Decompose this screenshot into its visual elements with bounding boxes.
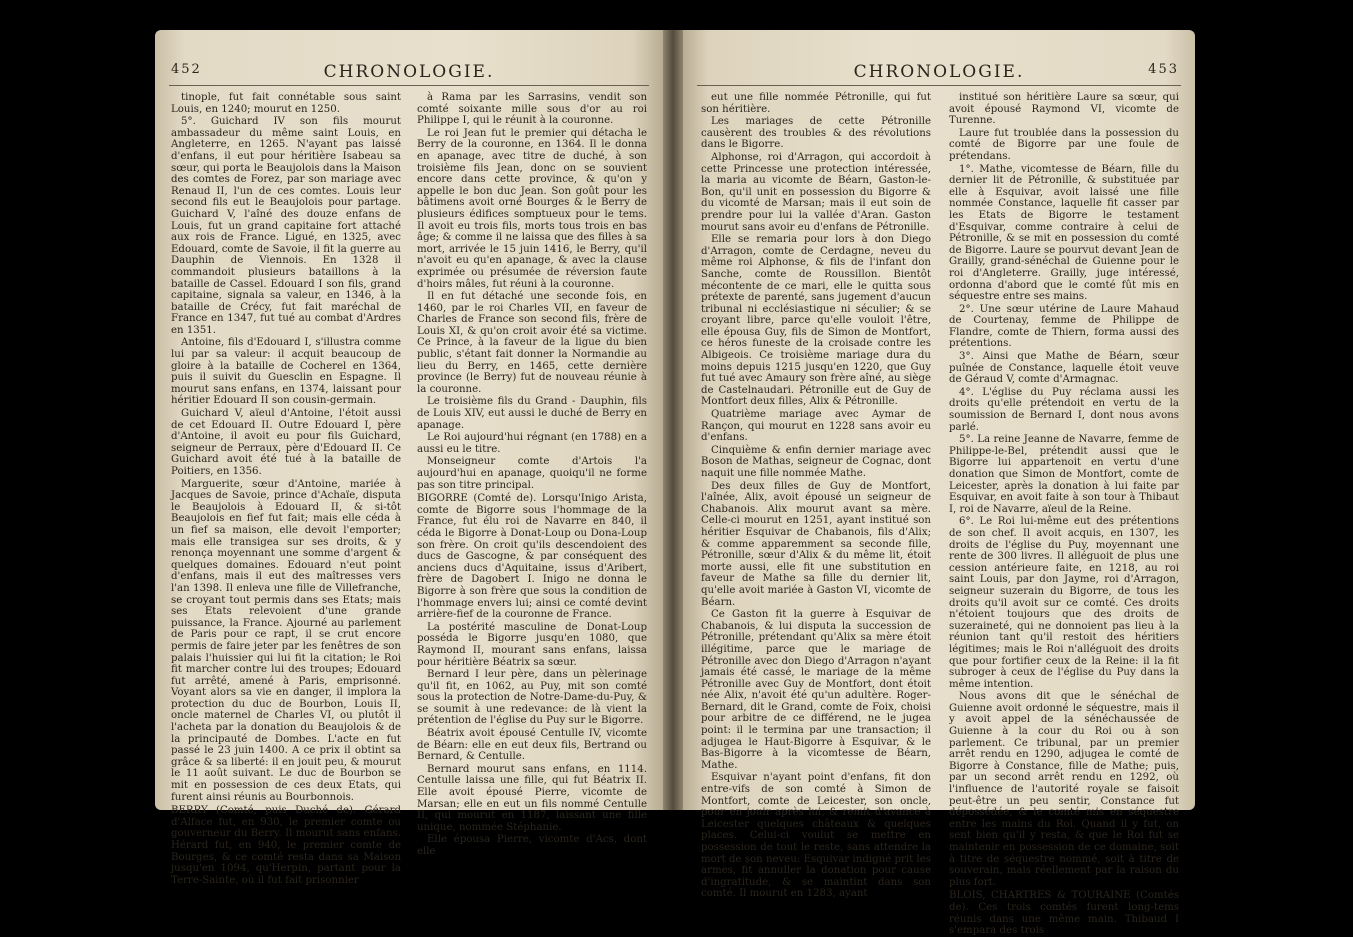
left-page — [155, 30, 663, 886]
paragraph: Les mariages de cette Pétronille causèrent des troubles & des révolutions dans le Bigorre. — [701, 116, 931, 151]
paragraph: 5°. Guichard IV son fils mourut ambassadeur du même saint Louis, en Angleterre, en 1265. N'ayant pas laissé d'enfans, il eut pour héritière Isabeau sa sœur, qui porta le Beaujolois dans la Maison des comtes de Forez, par son mariage avec Renaud II, l'un de ces comtes. Louis leur second fils eut le Beaujolois pour partage. Guichard V, l'aîné des douze enfans de Louis, fut un grand capitaine fort attaché aux rois de France. Ligué, en 1325, avec Edouard, comte de Savoie, il fit la guerre au Dauphin de Viennois. En 1328 il commandoit plusieurs bataillons à la bataille de Cassel. Edouard I son fils, grand capitaine, signala sa valeur, en 1346, à la bataille de Crécy, fut fait maréchal de France en 1347, fut tué au combat d'Ardres en 1351. — [171, 116, 401, 336]
right-column-2 — [949, 92, 1180, 937]
paragraph: institué son héritière Laure sa sœur, qui avoit épousé Raymond VI, vicomte de Turenne. — [949, 92, 1179, 127]
right-page-number: 453 — [1148, 62, 1179, 77]
paragraph: Cinquième & enfin dernier mariage avec Boson de Mathas, seigneur de Cognac, dont naquit une fille nommée Mathe. — [701, 444, 931, 479]
entry-bigorre: BIGORRE (Comté de). Lorsqu'Inigo Arista, comte de Bigorre sous l'hommage de la France, fut élu roi de Navarre en 840, il céda le Bigorre à Donat-Loup ou Dona-Loup son frère. On croit qu'ils descendoient des ducs de Gascogne, & par conséquent des anciens ducs d'Aquitaine, issus d'Aribert, frère de Dagobert I. Inigo ne donna le Bigorre à son frère que sous la condition de l'hommage envers lui; ainsi ce comté devint arrière-fief de la couronne de France. — [417, 493, 647, 621]
right-header-rule — [697, 85, 1181, 86]
book-gutter — [663, 30, 683, 810]
paragraph: Alphonse, roi d'Arragon, qui accordoit à cette Princesse une protection intéressée, la maria au vicomte de Béarn, Gaston-le-Bon, qu'il unit en possession du Bigorre & du vicomté de Marsan; mais il eut soin de prendre pour lui la vallée d'Aran. Gaston mourut sans avoir eu d'enfans de Pétronille. — [701, 151, 931, 233]
paragraph: Le troisième fils du Grand - Dauphin, fils de Louis XIV, eut aussi le duché de Berry en apanage. — [417, 396, 647, 431]
left-running-head: CHRONOLOGIE. — [323, 62, 495, 82]
paragraph: Quatrième mariage avec Aymar de Rançon, qui mourut en 1228 sans avoir eu d'enfans. — [701, 409, 931, 444]
paragraph: Des deux filles de Guy de Montfort, l'aînée, Alix, avoit épousé un seigneur de Chabanois. Alix mourut avant sa mère. Celle-ci mourut en 1251, ayant institué son héritier Esquivar de Chabanois, fils d'Alix; & comme apparemment sa seconde fille, Pétronille, sœur d'Alix & du même lit, étoit morte aussi, elle fit une substitution en faveur de Mathe sa fille du dernier lit, qu'elle avoit mariée à Gaston VI, vicomte de Béarn. — [701, 480, 931, 608]
paragraph: 1°. Mathe, vicomtesse de Béarn, fille du dernier lit de Pétronille, & substituée par elle à Esquivar, avoit laissé une fille nommée Constance, laquelle fit casser par les Etats de Bigorre le testament d'Esquivar, comme contraire à celui de Pétronille, & se mit en possession du comté de Bigorre. Laure se pourvut devant Jean de Grailly, grand-sénéchal de Guienne pour le roi d'Angleterre. Grailly, juge intéressé, ordonna d'abord que le comté fût mis en séquestre entre ses mains. — [949, 163, 1180, 303]
paragraph: Bernard I leur père, dans un pèlerinage qu'il fit, en 1062, au Puy, mit son comté sous la protection de Notre-Dame-du-Puy, & se soumit à une redevance: de là vient la prétention de l'église du Puy sur le Bigorre. — [417, 669, 647, 727]
paragraph: 5°. La reine Jeanne de Navarre, femme de Philippe-le-Bel, prétendit aussi que le Bigorre lui appartenoit en vertu d'une donation que Simon de Montfort, comte de Leicester, après la donation à lui faite par Esquivar, en avoit faite à son tour à Thibaut I, roi de Navarre, aïeul de la Reine. — [949, 434, 1179, 515]
paragraph: Le Roi aujourd'hui régnant (en 1788) en a aussi eu le titre. — [417, 432, 647, 455]
paragraph: Béatrix avoit épousé Centulle IV, vicomte de Béarn: elle en eut deux fils, Bertrand ou Bernard, & Centulle. — [417, 728, 647, 763]
paragraph: Le roi Jean fut le premier qui détacha le Berry de la couronne, en 1364. Il le donna en apanage, avec titre de duché, à son troisième fils Jean, donc on se souvient encore dans cette province, & qu'on y appelle le bon duc Jean. Son goût pour les bâtimens avoit orné Bourges & le Berry de plusieurs édifices somptueux pour le tems. Il avoit eu trois fils, morts tous trois en bas âge; & comme il ne laissa que des filles à sa mort, arrivée le 15 juin 1416, le Berry, qu'il n'avoit eu qu'en apanage, & avec la clause exprimée ou présumée de réversion faute d'hoirs mâles, fut réuni à la couronne. — [417, 127, 647, 290]
paragraph: 2°. Une sœur utérine de Laure Mahaud de Courtenay, femme de Philippe de Flandre, comte de Thiern, forma aussi des prétentions. — [949, 303, 1179, 350]
right-page — [683, 30, 1195, 937]
left-column-1 — [171, 92, 401, 886]
paragraph: Ce Gaston fit la guerre à Esquivar de Chabanois, & lui disputa la succession de Pétronille, prétendant qu'Alix sa mère étoit illégitime, parce que le mariage de Pétronille avec don Diego d'Arragon n'ayant jamais été cassé, le mariage de la même Pétronille avec Guy de Montfort, dont étoit née Alix, n'avoit été qu'un adultère. Roger-Bernard, dit le Grand, comte de Foix, choisi pour arbitre de ce différend, ne le jugea point: il le termina par une transaction; il adjugea le Haut-Bigorre à Esquivar, & le Bas-Bigorre à la vicomtesse de Béarn, Mathe. — [701, 609, 931, 771]
paragraph: Elle se remaria pour lors à don Diego d'Arragon, comte de Cerdagne, neveu du même roi Alphonse, & fils de l'infant don Sanche, comte de Roussillon. Bientôt mécontente de ce mari, elle le quitta sous prétexte de parenté, sans jugement d'aucun tribunal ni ecclésiastique ni séculier; & se croyant libre, parce qu'elle vouloit l'être, elle épousa Guy, fils de Simon de Montfort, ce héros funeste de la croisade contre les Albigeois. Ce troisième mariage dura du moins depuis 1215 jusqu'en 1220, que Guy fut tué avec Amaury son frère aîné, au siège de Castelnaudari. Pétronille eut de Guy de Montfort deux filles, Alix & Pétronille. — [701, 234, 931, 408]
left-header-rule — [169, 85, 649, 86]
right-column-1 — [701, 92, 931, 900]
right-running-head: CHRONOLOGIE. — [853, 62, 1025, 82]
paragraph: eut une fille nommée Pétronille, qui fut son héritière. — [701, 92, 931, 115]
entry-blois-chartres-touraine: BLOIS, CHARTRES & TOURAINE (Comtés de). Ces trois comtés furent long-tems réunis dans une même main. Thibaud I s'empara des trois — [949, 890, 1179, 937]
paragraph: 3°. Ainsi que Mathe de Béarn, sœur puînée de Constance, laquelle étoit veuve de Géraud V, comte d'Armagnac. — [949, 351, 1179, 386]
paragraph: Il en fut détaché une seconde fois, en 1460, par le roi Charles VII, en faveur de Charles de France son second fils, frère de Louis XI, & qu'on croit avoir été sa victime. Ce Prince, à la faveur de la ligue du bien public, s'étant fait donner la Normandie au lieu du Berry, en 1465, cette dernière province (le Berry) fut de nouveau réunie à la couronne. — [417, 291, 647, 395]
paragraph: Laure fut troublée dans la possession du comté de Bigorre par une foule de prétendans. — [949, 127, 1179, 162]
paragraph: Monseigneur comte d'Artois l'a aujourd'hui en apanage, quoiqu'il ne forme pas son titre principal. — [417, 456, 647, 491]
paragraph: Marguerite, sœur d'Antoine, mariée à Jacques de Savoie, prince d'Achaïe, disputa le Beaujolois à Edouard II, & si-tôt Beaujolois en fief fut fait; mais elle céda à un fief sa maison, elle devoit l'emporter; mais elle transigea sur ses droits, & y renonça moyennant une somme d'argent & quelques domaines. Edouard n'eut point d'enfans, mais il eut des maîtresses vers l'an 1398. Il enleva une fille de Villefranche, se croyant tout permis dans ses Etats; mais ses Etats relevoient d'une grande puissance, la France. Ajourné au parlement de Paris pour ce rapt, il se crut encore permis de faire jeter par les fenêtres de son palais l'huissier qui lui fit la citation; le Roi fit marcher contre lui des troupes; Edouard fut arrêté, amené à Paris, emprisonné. Voyant alors sa vie en danger, il implora la protection du duc de Bourbon, Louis II, oncle maternel de Charles VI, ou plutôt il l'acheta par la donation du Beaujolois & de la principauté de Dombes. L'acte en fut passé le 23 juin 1400. A ce prix il obtint sa grâce & sa liberté: il en jouit peu, & mourut le 11 août suivant. Le duc de Bourbon se mit en possession de ces deux Etats, qui furent ainsi réunis au Bourbonnois. — [171, 478, 401, 803]
left-page-header — [155, 62, 663, 84]
paragraph: Nous avons dit que le sénéchal de Guienne avoit ordonné le séquestre, mais il y avoit appel de la sénéchaussée de Guienne à la cour du Roi ou à son parlement. Ce tribunal, par un premier arrêt rendu en 1290, adjugea le comté de Bigorre à Constance, fille de Mathe; puis, par un second arrêt rendu en 1292, où l'influence de l'autorité royale se faisoit peut-être un peu sentir, Constance fut dépossédée, & le comté mis en séquestre entre les mains du Roi. Quand il y fut, on sent bien qu'il y resta, & que le Roi fut se maintenir en possession de ce domaine, soit à titre de séquestre nommé, soit à titre de souverain, mais réellement par la raison du plus fort. — [949, 691, 1179, 888]
paragraph: à Rama par les Sarrasins, vendit son comté soixante mille sous d'or au roi Philippe I, qui le réunit à la couronne. — [417, 92, 647, 127]
left-page-number: 452 — [171, 62, 202, 77]
paragraph: La postérité masculine de Donat-Loup posséda le Bigorre jusqu'en 1080, que Raymond II, mourant sans enfans, laissa pour héritière Béatrix sa sœur. — [417, 621, 647, 668]
paragraph: tinople, fut fait connétable sous saint Louis, en 1240; mourut en 1250. — [171, 92, 401, 115]
paragraph: 4°. L'église du Puy réclama aussi les droits qu'elle prétendoit en vertu de la soumission de Bernard I, dont nous avons parlé. — [949, 386, 1179, 433]
paragraph: Elle épousa Pierre, vicomte d'Acs, dont elle — [417, 834, 647, 857]
paragraph: Antoine, fils d'Edouard I, s'illustra comme lui par sa valeur: il acquit beaucoup de gloire à la bataille de Cocherel en 1364, puis il suivit du Guesclin en Espagne. Il mourut sans enfans, en 1374, laissant pour héritier Edouard II son cousin-germain. — [171, 337, 401, 407]
paragraph: Esquivar n'ayant point d'enfans, fit don entre-vifs de son comté à Simon de Montfort, comte de Leicester, son oncle, pour en jouir après lui, & remit d'avance à Leicester quelques châteaux & quelques places. Celui-ci voulut se mettre en possession de tout le reste, sans attendre la mort de son neveu: Esquivar indigné prit les armes, fit annuller la donation pour cause d'ingratitude, & se maintint dans son comté. Il mourut en 1283, ayant — [701, 772, 931, 900]
right-page-header — [683, 62, 1195, 84]
paragraph: Guichard V, aïeul d'Antoine, l'étoit aussi de cet Edouard II. Outre Edouard I, père d'Antoine, il avoit eu pour fils Guichard, seigneur de Perraux, père d'Edouard II. Ce Guichard avoit été tué à la bataille de Poitiers, en 1356. — [171, 408, 401, 477]
entry-berry: BERRY (Comté, puis Duché de). Gérard d'Alface fut, en 930, le premier comte ou gouverneur du Berry. Il mourut sans enfans. Hérard fut, en 940, le premier comte de Bourges, & ce comté resta dans sa Maison jusqu'en 1094, qu'Herpin, partant pour la Terre-Sainte, où il fut fait prisonnier — [171, 805, 401, 886]
left-column-2 — [417, 92, 647, 857]
paragraph: 6°. Le Roi lui-même eut des prétentions de son chef. Il avoit acquis, en 1307, les droits de l'église du Puy, moyennant une rente de 300 livres. Il alléguoit de plus une cession antérieure faite, en 1218, au roi saint Louis, par don Jayme, roi d'Arragon, seigneur suzerain du Bigorre, de tous les droits qu'il avoit sur ce comté. Ces droits n'étoient toujours que des droits de suzeraineté, qui ne donnoient pas lieu à la réunion tant qu'il restoit des héritiers légitimes; mais le Roi n'alléguoit des droits que pour fortifier ceux de la Reine: il la fit subroger à ceux de l'église du Puy dans la même intention. — [949, 516, 1179, 690]
paragraph: Bernard mourut sans enfans, en 1114. Centulle laissa une fille, qui fut Béatrix II. Elle avoit épousé Pierre, vicomte de Marsan; elle en eut un fils nommé Centulle II, qui mourut en 1187, laissant une fille unique, nommée Stéphanie. — [417, 763, 647, 833]
